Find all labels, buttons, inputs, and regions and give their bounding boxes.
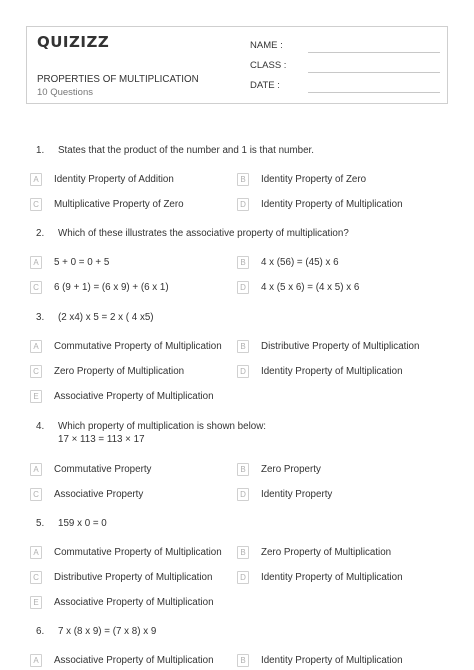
option-letter-box: D	[237, 198, 249, 211]
option-letter-box: C	[30, 281, 42, 294]
class-label: CLASS :	[250, 60, 287, 71]
option-letter-box: B	[237, 256, 249, 269]
question-number: 2.	[36, 228, 45, 239]
option-letter-box: C	[30, 488, 42, 501]
question-number: 1.	[36, 145, 45, 156]
option-letter-box: A	[30, 463, 42, 476]
question-count: 10 Questions	[37, 87, 93, 98]
worksheet-header	[26, 26, 448, 104]
question-number: 3.	[36, 312, 45, 323]
question-text: States that the product of the number and 1 is that number.	[58, 145, 314, 156]
option-text: Identity Property of Multiplication	[261, 655, 403, 666]
option-letter-box: B	[237, 463, 249, 476]
option-text: Zero Property	[261, 464, 321, 475]
option-text: Associative Property of Multiplication	[54, 391, 214, 402]
date-line	[308, 92, 440, 93]
date-label: DATE :	[250, 80, 280, 91]
option-text: Commutative Property	[54, 464, 152, 475]
question-text: Which of these illustrates the associative property of multiplication?	[58, 228, 349, 239]
name-label: NAME :	[250, 40, 283, 51]
question-number: 5.	[36, 518, 45, 529]
option-text: Associative Property	[54, 489, 144, 500]
name-line	[308, 52, 440, 53]
class-line	[308, 72, 440, 73]
option-text: Identity Property	[261, 489, 333, 500]
option-letter-box: B	[237, 173, 249, 186]
option-text: Identity Property of Multiplication	[261, 199, 403, 210]
option-letter-box: E	[30, 390, 42, 403]
option-letter-box: D	[237, 488, 249, 501]
option-text: 5 + 0 = 0 + 5	[54, 257, 110, 268]
worksheet-title: PROPERTIES OF MULTIPLICATION	[37, 74, 199, 85]
quizizz-logo: QUIZIZZ	[37, 33, 110, 51]
option-letter-box: B	[237, 654, 249, 667]
option-text: Identity Property of Addition	[54, 174, 174, 185]
question-number: 6.	[36, 626, 45, 637]
option-letter-box: B	[237, 340, 249, 353]
option-letter-box: D	[237, 571, 249, 584]
question-number: 4.	[36, 421, 45, 432]
option-letter-box: A	[30, 173, 42, 186]
option-text: Zero Property of Multiplication	[54, 366, 185, 377]
option-letter-box: B	[237, 546, 249, 559]
question-text: (2 x4) x 5 = 2 x ( 4 x5)	[58, 312, 154, 323]
class-field[interactable]	[250, 59, 440, 73]
option-letter-box: C	[30, 198, 42, 211]
option-text: Commutative Property of Multiplication	[54, 341, 222, 352]
option-letter-box: E	[30, 596, 42, 609]
date-field[interactable]	[250, 79, 440, 93]
option-letter-box: A	[30, 654, 42, 667]
option-text: Associative Property of Multiplication	[54, 655, 214, 666]
question-text: 7 x (8 x 9) = (7 x 8) x 9	[58, 626, 157, 637]
name-field[interactable]	[250, 39, 440, 53]
question-equation: 17 × 113 = 113 × 17	[58, 434, 145, 445]
option-text: 4 x (5 x 6) = (4 x 5) x 6	[261, 282, 360, 293]
option-text: Identity Property of Zero	[261, 174, 367, 185]
option-text: Distributive Property of Multiplication	[54, 572, 213, 583]
option-text: Identity Property of Multiplication	[261, 572, 403, 583]
option-text: Distributive Property of Multiplication	[261, 341, 420, 352]
option-letter-box: D	[237, 365, 249, 378]
option-text: 6 (9 + 1) = (6 x 9) + (6 x 1)	[54, 282, 169, 293]
option-letter-box: A	[30, 546, 42, 559]
option-text: Associative Property of Multiplication	[54, 597, 214, 608]
option-letter-box: A	[30, 256, 42, 269]
option-text: 4 x (56) = (45) x 6	[261, 257, 339, 268]
option-letter-box: A	[30, 340, 42, 353]
option-text: Multiplicative Property of Zero	[54, 199, 184, 210]
question-text: 159 x 0 = 0	[58, 518, 107, 529]
option-letter-box: C	[30, 571, 42, 584]
option-letter-box: C	[30, 365, 42, 378]
option-text: Commutative Property of Multiplication	[54, 547, 222, 558]
option-letter-box: D	[237, 281, 249, 294]
option-text: Identity Property of Multiplication	[261, 366, 403, 377]
option-text: Zero Property of Multiplication	[261, 547, 392, 558]
question-text: Which property of multiplication is shown below:	[58, 421, 267, 432]
